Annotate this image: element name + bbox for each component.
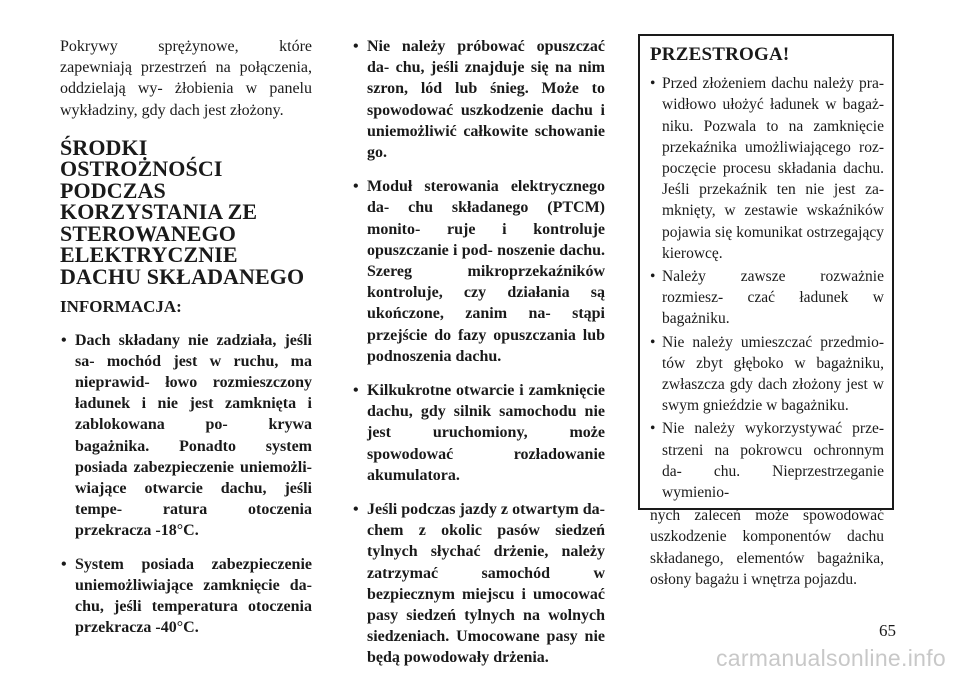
warning-title: PRZESTROGA! (650, 44, 790, 65)
bullet-icon: • (650, 333, 656, 351)
warning-bullet-item (650, 266, 884, 330)
bullet-icon: • (353, 38, 359, 55)
warning-box (638, 34, 894, 588)
page-number: 65 (879, 621, 896, 640)
bullet-text: Kilkukrotne otwarcie i zamknięcie dachu, gdy silnik samochodu nie jest uruchomiony, może spowodować rozładowanie akumulatora. (367, 382, 605, 484)
middle-column (352, 36, 605, 682)
bullet-icon: • (650, 420, 656, 438)
bullet-icon: • (353, 178, 359, 196)
bullet-icon: • (353, 382, 359, 400)
bullet-icon: • (61, 555, 67, 573)
bullet-icon: • (353, 501, 359, 519)
middle-bullet-item (352, 176, 605, 367)
intro-paragraph: Pokrywy sprężynowe, które zapewniają przestrzeń na połączenia, oddzielają wy- żłobienia w panelu wykładziny, gdy dach jest złożony. (60, 38, 312, 119)
section-title: ŚRODKI OSTROŻNOŚCI PODCZAS KORZYSTANIA ZE STEROWANEGO ELEKTRYCZNIE DACHU SKŁADANEGO (60, 134, 305, 289)
bullet-text: System posiada zabezpieczenie uniemożliwiające zamknięcie da- chu, jeśli temperatura otoczenia przekracza -40°C. (75, 555, 312, 637)
warning-bullet-item (650, 332, 884, 417)
bullet-text: Jeśli podczas jazdy z otwartym da- chem z okolic pasów siedzeń tylnych słychać drżenie, należy zatrzymać samochód w bezpiecznym miejscu i umocować pasy siedzeń tylnych na wolnych siedzeniach. Umocowane pasy nie będą powodowały drżenia. (367, 501, 605, 667)
bullet-text: Nie należy umieszczać przedmio- tów zbyt głęboko w bagażniku, zwłaszcza gdy dach złożony jest w swym gnieździe w bagażniku. (662, 333, 884, 415)
info-bullet-item (60, 554, 312, 639)
info-bullet-item (60, 330, 312, 542)
bullet-icon: • (650, 75, 656, 93)
warning-bullet-item (650, 418, 884, 503)
bullet-icon: • (650, 268, 656, 286)
middle-bullet-item (352, 380, 605, 486)
bullet-text: Nie należy próbować opuszczać da- chu, jeśli znajduje się na nim szron, lód lub śnieg. Może to spowodować uszkodzenie dachu i uniemożliwić całkowite schowanie go. (367, 38, 605, 162)
warning-bullet-item (650, 73, 884, 264)
bullet-text: Należy zawsze rozważnie rozmiesz- czać ładunek w bagażniku. (662, 268, 884, 328)
info-bullet-list (60, 330, 312, 639)
bullet-text: Moduł sterowania elektrycznego da- chu składanego (PTCM) monito- ruje i kontroluje opuszczanie i pod- noszenie dachu. Szereg mikroprzekaźników kontroluje, czy działania są ukończone, zanim na- stąpi przejście do fazy opuszczania lub podnoszenia dachu. (367, 178, 605, 365)
warning-bullet-list (650, 73, 884, 503)
middle-bullet-item (352, 36, 605, 163)
left-column (60, 36, 312, 650)
bullet-text: Dach składany nie zadziała, jeśli sa- mochód jest w ruchu, ma nieprawid- łowo rozmieszczony ładunek i nie jest zamknięta i zablokowana po- krywa bagażnika. Ponadto system posiada zabezpieczenie uniemożli- wiające otwarcie dachu, jeśli tempe- ratura otoczenia przekracza -18°C. (75, 331, 312, 540)
bullet-text: Nie należy wykorzystywać prze- strzeni na pokrowcu ochronnym da- chu. Nieprzestrzeganie wymienio- (662, 420, 884, 502)
info-heading: INFORMACJA: (60, 297, 182, 317)
bullet-text: Przed złożeniem dachu należy pra- widłowo ułożyć ładunek w bagaż- niku. Pozwala to na zamknięcie przekaźnika umożliwiającego roz- poczęcie procesu składania dachu. Jeśli przekaźnik ten nie jest za- mknięty, w zestawie wskaźników pojawia się komunikat ostrzegający kierowcę. (662, 75, 884, 262)
middle-bullet-item (352, 499, 605, 669)
warning-trailing-text: nych zaleceń może spowodować uszkodzenie komponentów dachu składanego, elementów bagażnika, osłony bagażu i wnętrza pojazdu. (650, 507, 884, 588)
middle-bullet-list (352, 36, 605, 669)
bullet-icon: • (61, 331, 67, 349)
watermark: carmanualsonline.info (715, 645, 946, 671)
